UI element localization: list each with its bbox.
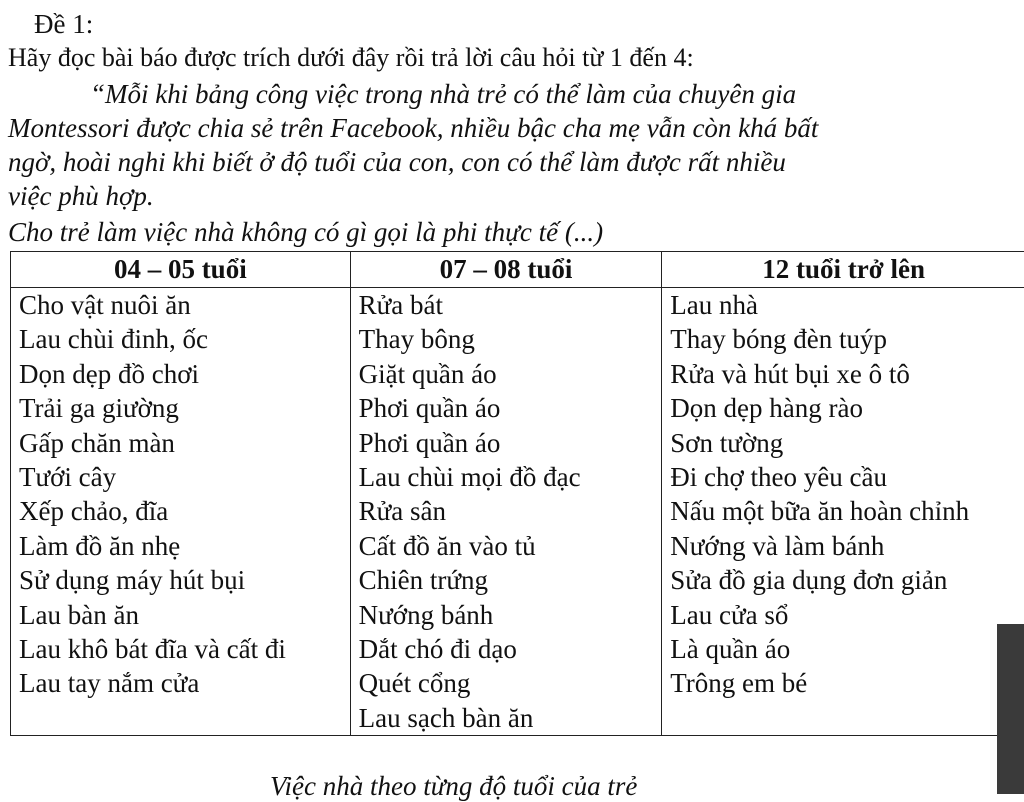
quote-line: việc phù hợp.	[8, 179, 968, 213]
article-quote	[8, 77, 968, 213]
quote-line: ngờ, hoài nghi khi biết ở độ tuổi của con, con có thể làm được rất nhiều	[8, 145, 968, 179]
table-caption: Việc nhà theo từng độ tuổi của trẻ	[270, 770, 637, 802]
chore-item: Phơi quần áo	[359, 426, 662, 460]
chore-item: Tưới cây	[19, 460, 350, 494]
chore-item: Chiên trứng	[359, 563, 662, 597]
chore-item: Dọn dẹp hàng rào	[670, 391, 1024, 425]
chore-item: Sửa đồ gia dụng đơn giản	[670, 563, 1024, 597]
chore-item: Rửa bát	[359, 288, 662, 322]
chore-item: Lau bàn ăn	[19, 598, 350, 632]
chore-item: Trải ga giường	[19, 391, 350, 425]
chore-item: Cất đồ ăn vào tủ	[359, 529, 662, 563]
chore-item: Thay bông	[359, 322, 662, 356]
article-subline: Cho trẻ làm việc nhà không có gì gọi là phi thực tế (...)	[8, 214, 603, 250]
column-age-7-8	[350, 288, 662, 736]
chore-item: Cho vật nuôi ăn	[19, 288, 350, 322]
chore-item: Phơi quần áo	[359, 391, 662, 425]
chore-item: Quét cổng	[359, 666, 662, 700]
chore-item: Làm đồ ăn nhẹ	[19, 529, 350, 563]
chore-item: Rửa sân	[359, 494, 662, 528]
chore-item: Dắt chó đi dạo	[359, 632, 662, 666]
chore-item: Lau cửa sổ	[670, 598, 1024, 632]
chore-item: Lau chùi mọi đồ đạc	[359, 460, 662, 494]
chore-item: Nấu một bữa ăn hoàn chỉnh	[670, 494, 1024, 528]
column-header-age-4-5: 04 – 05 tuổi	[11, 252, 351, 288]
chore-item: Sử dụng máy hút bụi	[19, 563, 350, 597]
chore-item: Đi chợ theo yêu cầu	[670, 460, 1024, 494]
chore-item: Lau khô bát đĩa và cất đi	[19, 632, 350, 666]
chore-item: Lau chùi đinh, ốc	[19, 322, 350, 356]
chore-item: Nướng bánh	[359, 598, 662, 632]
column-age-4-5	[11, 288, 351, 736]
chore-item: Rửa và hút bụi xe ô tô	[670, 357, 1024, 391]
chore-item: Gấp chăn màn	[19, 426, 350, 460]
chore-item: Xếp chảo, đĩa	[19, 494, 350, 528]
chore-item: Nướng và làm bánh	[670, 529, 1024, 563]
chore-item: Lau nhà	[670, 288, 1024, 322]
quote-line: Montessori được chia sẻ trên Facebook, nhiều bậc cha mẹ vẫn còn khá bất	[8, 111, 968, 145]
chore-item: Trông em bé	[670, 666, 1024, 700]
chore-item: Là quần áo	[670, 632, 1024, 666]
column-header-age-12-plus: 12 tuổi trở lên	[662, 252, 1024, 288]
table-header-row	[11, 252, 1024, 288]
chores-by-age-table	[10, 251, 1024, 736]
chore-item: Sơn tường	[670, 426, 1024, 460]
table-body-row	[11, 288, 1024, 736]
page-edge-scrollbar	[997, 624, 1024, 794]
chore-item: Thay bóng đèn tuýp	[670, 322, 1024, 356]
chore-item: Dọn dẹp đồ chơi	[19, 357, 350, 391]
column-age-12-plus	[662, 288, 1024, 736]
column-header-age-7-8: 07 – 08 tuổi	[350, 252, 662, 288]
chore-item: Giặt quần áo	[359, 357, 662, 391]
instruction-text: Hãy đọc bài báo được trích dưới đây rồi trả lời câu hỏi từ 1 đến 4:	[8, 40, 694, 76]
exercise-heading: Đề 1:	[34, 6, 93, 42]
chore-item: Lau tay nắm cửa	[19, 666, 350, 700]
chore-item: Lau sạch bàn ăn	[359, 701, 662, 735]
quote-line: “Mỗi khi bảng công việc trong nhà trẻ có thể làm của chuyên gia	[8, 77, 968, 111]
